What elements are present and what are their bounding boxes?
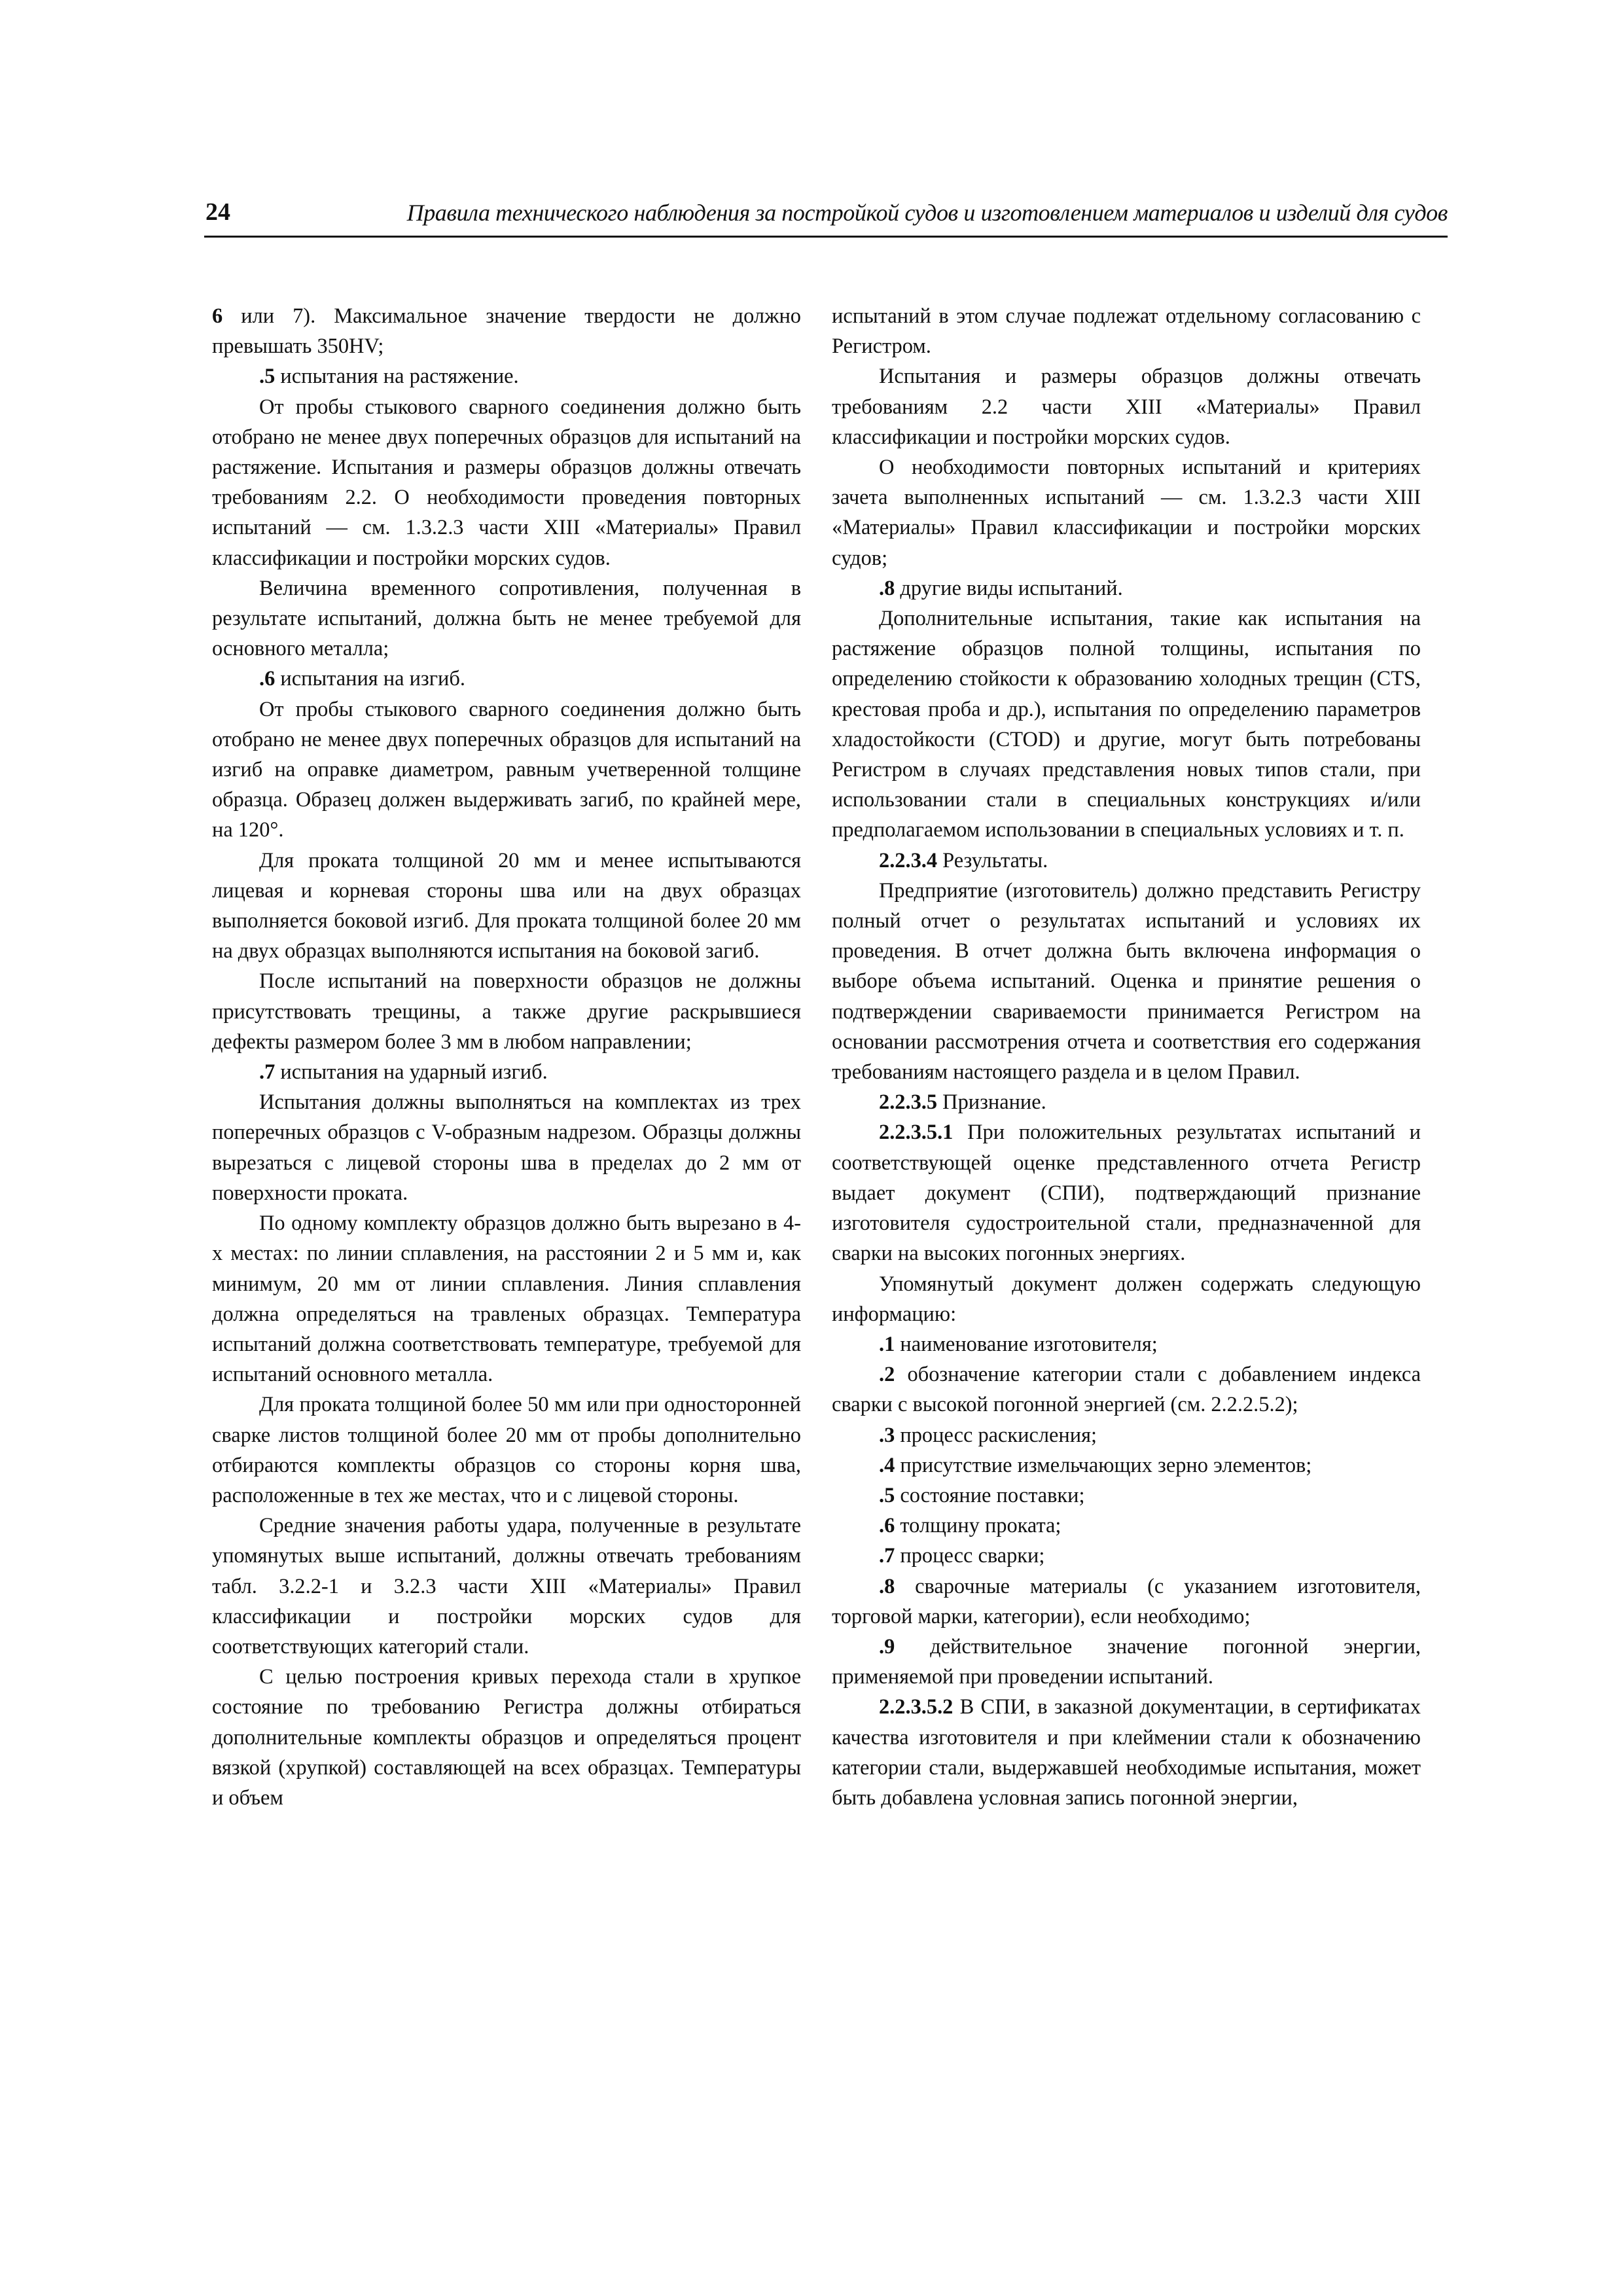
paragraph-text: испытаний в этом случае подлежат отдельному согласованию с Регистром.	[832, 304, 1421, 359]
paragraph-text: Упомянутый документ должен содержать следующую информацию:	[832, 1272, 1421, 1326]
list-item	[832, 1420, 1421, 1450]
paragraph-text: При положительных результатах испытаний и соответствующей оценке представленного отчета Регистр выдает документ (СПИ), подтверждающий признание изготовителя судостроительной стали, предназначенной для сварки на высоких погонных энергиях.	[832, 1121, 1421, 1266]
item-number: .2	[879, 1363, 895, 1387]
paragraph-text: От пробы стыкового сварного соединения должно быть отобрано не менее двух поперечных образцов для испытаний на изгиб на оправке диаметром, равным учетверенной толщине образца. Образец должен выдерживать загиб, по крайней мере, на 120°.	[212, 697, 801, 842]
paragraph	[212, 573, 801, 664]
paragraph	[212, 664, 801, 694]
list-item	[832, 1359, 1421, 1420]
item-number: .5	[879, 1483, 895, 1507]
list-item-text: присутствие измельчающих зерно элементов;	[895, 1453, 1312, 1477]
list-item-text: наименование изготовителя;	[895, 1332, 1158, 1356]
item-number: .8	[879, 1574, 895, 1598]
list-item	[832, 1511, 1421, 1541]
section-number: 2.2.3.5.1	[879, 1121, 954, 1145]
paragraph-text: По одному комплекту образцов должно быть вырезано в 4-х местах: по линии сплавления, на расстоянии 2 и 5 мм и, как минимум, 20 мм от линии сплавления. Линия сплавления должна определяться на травленых образцах. Температура испытаний должна соответствовать температуре, требуемой для испытаний основного металла.	[212, 1211, 801, 1387]
paragraph-text: испытания на изгиб.	[275, 667, 465, 691]
paragraph	[212, 1511, 801, 1662]
item-number: .9	[879, 1634, 895, 1659]
paragraph	[212, 846, 801, 967]
list-item-text: действительное значение погонной энергии, применяемой при проведении испытаний.	[832, 1634, 1421, 1689]
list-item	[832, 1450, 1421, 1480]
section-heading	[832, 1087, 1421, 1117]
list-item-text: сварочные материалы (с указанием изготовителя, торговой марки, категории), если необходимо;	[832, 1574, 1421, 1628]
paragraph	[212, 301, 801, 361]
list-item-text: процесс раскисления;	[895, 1423, 1097, 1447]
running-title: Правила технического наблюдения за постройкой судов и изготовлением материалов и изделий для судов	[406, 200, 1448, 226]
item-number: .4	[879, 1453, 895, 1477]
section-title: Результаты.	[937, 848, 1048, 872]
left-column	[212, 301, 801, 1813]
list-item	[832, 1329, 1421, 1359]
paragraph-text: испытания на растяжение.	[275, 365, 519, 389]
paragraph-text: В СПИ, в заказной документации, в сертификатах качества изготовителя и при клеймении стали к обозначению категории стали, выдержавшей необходимые испытания, может быть добавлена условная запись погонной энергии,	[832, 1695, 1421, 1810]
item-number: .8	[879, 576, 895, 600]
section-title: Признание.	[937, 1090, 1046, 1115]
section-heading	[832, 846, 1421, 876]
paragraph-text: Величина временного сопротивления, полученная в результате испытаний, должна быть не менее требуемой для основного металла;	[212, 576, 801, 661]
paragraph	[212, 1390, 801, 1511]
paragraph	[212, 1662, 801, 1813]
paragraph-text: испытания на ударный изгиб.	[275, 1060, 548, 1085]
list-item	[832, 1632, 1421, 1692]
page-number: 24	[205, 198, 230, 226]
paragraph	[212, 392, 801, 573]
paragraph-text: О необходимости повторных испытаний и критериях зачета выполненных испытаний — см. 1.3.2.3 части XIII «Материалы» Правил классификации и постройки морских судов;	[832, 456, 1421, 570]
paragraph-text: С целью построения кривых перехода стали в хрупкое состояние по требованию Регистра должны отбираться дополнительные комплекты образцов и определяться процент вязкой (хрупкой) составляющей на всех образцах. Температуры и объем	[212, 1665, 801, 1810]
paragraph	[832, 1692, 1421, 1813]
list-item	[832, 1480, 1421, 1511]
item-number: .6	[259, 667, 276, 691]
section-number: 2.2.3.5.2	[879, 1695, 954, 1719]
item-number: .3	[879, 1423, 895, 1447]
paragraph-text: Для проката толщиной 20 мм и менее испытываются лицевая и корневая стороны шва или на двух образцах выполняется боковой изгиб. Для проката толщиной более 20 мм на двух образцах выполняются испытания на боковой загиб.	[212, 848, 801, 963]
item-number: .7	[259, 1060, 276, 1085]
paragraph	[832, 603, 1421, 846]
paragraph-text: Дополнительные испытания, такие как испытания на растяжение образцов полной толщины, испытания по определению стойкости к образованию холодных трещин (CTS, крестовая проба и др.), испытания по определению параметров хладостойкости (CTOD) и другие, могут быть потребованы Регистром в случаях представления новых типов стали, при использовании стали в специальных конструкциях и/или предполагаемом использовании в специальных условиях и т. п.	[832, 607, 1421, 842]
paragraph	[212, 361, 801, 391]
paragraph	[832, 876, 1421, 1087]
section-number: 2.2.3.4	[879, 848, 938, 872]
paragraph-text: Предприятие (изготовитель) должно представить Регистру полный отчет о результатах испытаний и условиях их проведения. В отчет должна быть включена информация о выборе объема испытаний. Оценка и принятие решения о подтверждении свариваемости принимается Регистром на основании рассмотрения отчета и соответствия его содержания требованиям настоящего раздела и в целом Правил.	[832, 878, 1421, 1085]
paragraph	[212, 1087, 801, 1208]
paragraph	[212, 1208, 801, 1390]
paragraph-text: От пробы стыкового сварного соединения должно быть отобрано не менее двух поперечных образцов для испытаний на растяжение. Испытания и размеры образцов должны отвечать требованиям 2.2. О необходимости проведения повторных испытаний — см. 1.3.2.3 части XIII «Материалы» Правил классификации и постройки морских судов.	[212, 395, 801, 570]
list-item-text: обозначение категории стали с добавлением индекса сварки с высокой погонной энергией (см. 2.2.2.5.2);	[832, 1363, 1421, 1417]
paragraph-text: Для проката толщиной более 50 мм или при односторонней сварке листов толщиной более 20 мм от пробы дополнительно отбираются комплекты образцов со стороны корня шва, расположенные в тех же местах, что и с лицевой стороны.	[212, 1393, 801, 1507]
paragraph	[212, 694, 801, 846]
paragraph	[832, 301, 1421, 361]
item-number: 6	[212, 304, 223, 328]
paragraph	[832, 1117, 1421, 1268]
list-item-text: состояние поставки;	[895, 1483, 1085, 1507]
paragraph-text: После испытаний на поверхности образцов не должны присутствовать трещины, а также другие раскрывшиеся дефекты размером более 3 мм в любом направлении;	[212, 969, 801, 1054]
section-number: 2.2.3.5	[879, 1090, 938, 1115]
paragraph	[832, 361, 1421, 452]
paragraph-text: Испытания должны выполняться на комплектах из трех поперечных образцов с V-образным надрезом. Образцы должны вырезаться с лицевой стороны шва в пределах до 2 мм от поверхности проката.	[212, 1090, 801, 1205]
list-item	[832, 1541, 1421, 1571]
paragraph-text: другие виды испытаний.	[895, 576, 1123, 600]
paragraph-text: Средние значения работы удара, полученные в результате упомянутых выше испытаний, должны отвечать требованиям табл. 3.2.2-1 и 3.2.3 части XIII «Материалы» Правил классификации и постройки морских судов для соответствующих категорий стали.	[212, 1514, 801, 1659]
item-number: .7	[879, 1544, 895, 1568]
paragraph-text: Испытания и размеры образцов должны отвечать требованиям 2.2 части XIII «Материалы» Правил классификации и постройки морских судов.	[832, 365, 1421, 449]
paragraph	[832, 452, 1421, 573]
page-header	[204, 196, 1448, 238]
paragraph-text: или 7). Максимальное значение твердости не должно превышать 350HV;	[212, 304, 801, 359]
item-number: .1	[879, 1332, 895, 1356]
list-item-text: толщину проката;	[895, 1514, 1061, 1538]
list-item-text: процесс сварки;	[895, 1544, 1045, 1568]
item-number: .5	[259, 365, 276, 389]
paragraph	[212, 966, 801, 1057]
paragraph	[832, 573, 1421, 603]
list-item	[832, 1571, 1421, 1632]
right-column	[832, 301, 1421, 1813]
paragraph	[212, 1057, 801, 1087]
paragraph	[832, 1269, 1421, 1329]
item-number: .6	[879, 1514, 895, 1538]
